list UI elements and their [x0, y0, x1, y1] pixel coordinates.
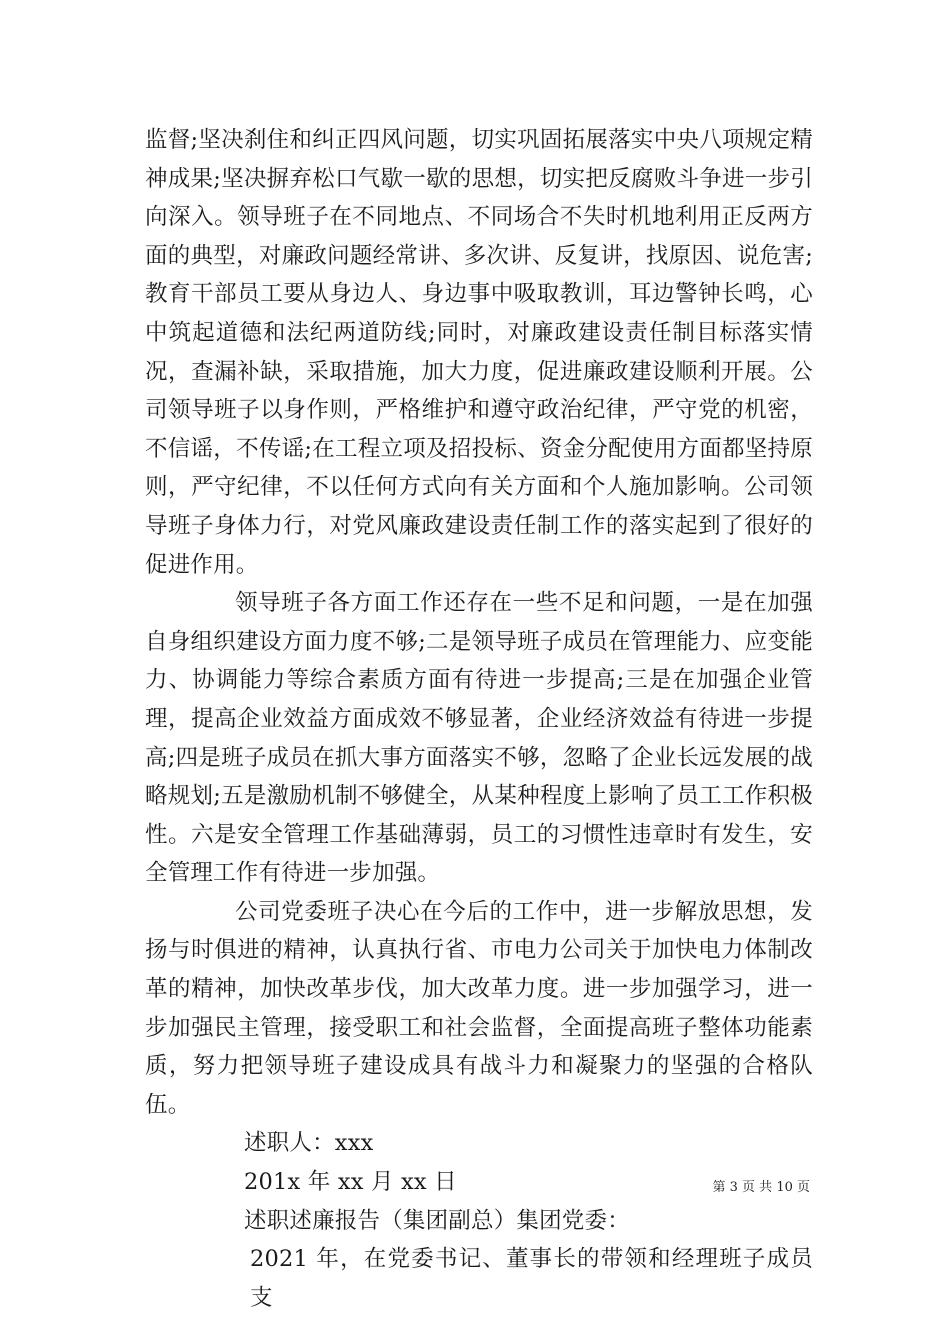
- next-report-title: 述职述廉报告（集团副总）集团党委：: [244, 1207, 630, 1234]
- paragraph-shortcomings: 领导班子各方面工作还存在一些不足和问题，一是在加强自身组织建设方面力度不够;二是领导班子成员在管理能力、应变能力、协调能力等综合素质方面有待进一步提高;三是在加强企业管理，提高企业效益方面成效不够显著，企业经济效益有待进一步提高;四是班子成员在抓大事方面落实不够，忽略了企业长远发展的战略规划;五是激励机制不够健全，从某种程度上影响了员工工作积极性。六是安全管理工作基础薄弱，员工的习惯性违章时有发生，安全管理工作有待进一步加强。: [145, 590, 813, 887]
- document-body: [145, 121, 813, 1317]
- signature-date: 201x 年 xx 月 xx 日: [244, 1169, 457, 1196]
- paragraph-continuation: 监督;坚决刹住和纠正四风问题，切实巩固拓展落实中央八项规定精神成果;坚决摒弃松口气歇一歇的思想，切实把反腐败斗争进一步引向深入。领导班子在不同地点、不同场合不失时机地利用正反两方面的典型，对廉政问题经常讲、多次讲、反复讲，找原因、说危害;教育干部员工要从身边人、身边事中吸取教训，耳边警钟长鸣，心中筑起道德和法纪两道防线;同时，对廉政建设责任制目标落实情况，查漏补缺，采取措施，加大力度，促进廉政建设顺利开展。公司领导班子以身作则，严格维护和遵守政治纪律，严守党的机密，不信谣，不传谣;在工程立项及招投标、资金分配使用方面都坚持原则，严守纪律，不以任何方式向有关方面和个人施加影响。公司领导班子身体力行，对党风廉政建设责任制工作的落实起到了很好的促进作用。: [145, 127, 813, 578]
- paragraph-resolution: 公司党委班子决心在今后的工作中，进一步解放思想，发扬与时俱进的精神，认真执行省、市电力公司关于加快电力体制改革的精神，加快改革步伐，加大改革力度。进一步加强学习，进一步加强民主管理，接受职工和社会监督，全面提高班子整体功能素质，努力把领导班子建设成具有战斗力和凝聚力的坚强的合格队伍。: [145, 898, 813, 1118]
- page-number-footer: 第 3 页 共 10 页: [712, 1180, 810, 1195]
- signature-author: 述职人：xxx: [244, 1130, 374, 1157]
- next-report-intro: 2021 年，在党委书记、董事长的带领和经理班子成员支: [250, 1246, 813, 1311]
